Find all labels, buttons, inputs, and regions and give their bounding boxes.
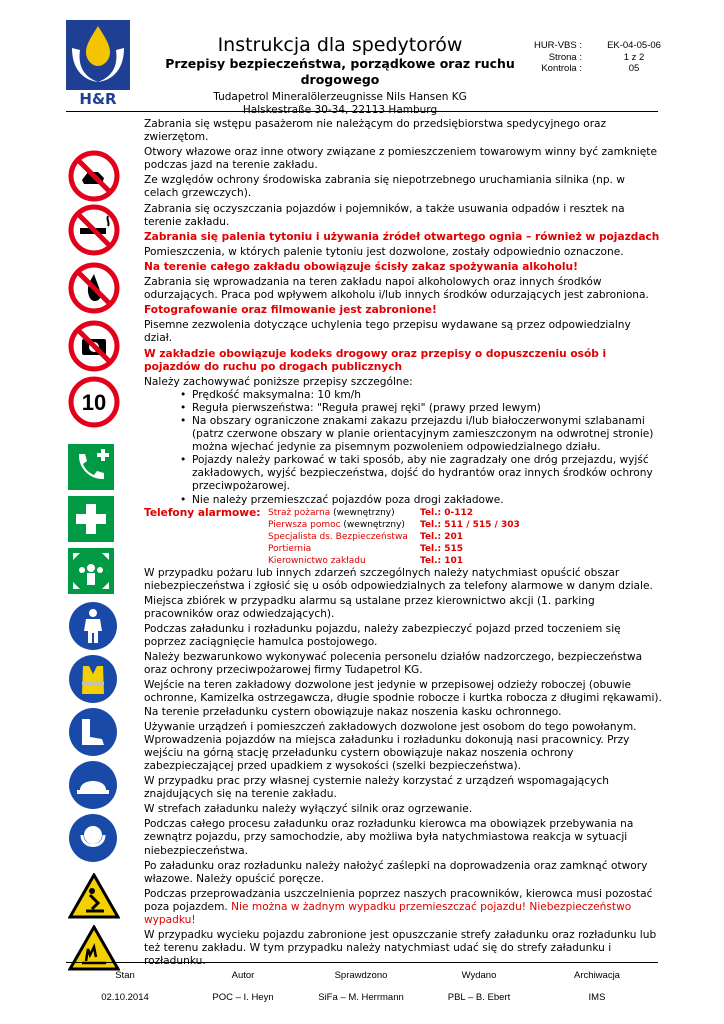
emergency-phones-label: Telefony alarmowe: xyxy=(144,506,261,519)
safety-sign-column xyxy=(68,150,122,971)
special-rules-list xyxy=(144,389,662,507)
paragraph: W przypadku prac przy własnej cysternie należy korzystać z urządzeń wspomagających znajdujących się na terenie zakładu. xyxy=(144,775,609,801)
footer-value-issued: PBL – B. Ebert xyxy=(447,992,511,1003)
face-protection-icon xyxy=(68,813,118,863)
paragraph: Ze względów ochrony środowiska zabrania się niepotrzebnego uruchamiania silnika (np. w celach grzewczych). xyxy=(144,174,625,200)
document-title-block xyxy=(150,34,530,117)
first-aid-icon xyxy=(68,496,114,542)
document-title: Instrukcja dla spedytorów xyxy=(217,34,463,56)
paragraph: Zabrania się oczyszczania pojazdów i pojemników, a także usuwania odpadów i resztek na terenie zakładu. xyxy=(144,202,625,228)
phone-name: Kierownictwo zakładu xyxy=(268,555,366,566)
paragraph: Używanie urządzeń i pomieszczeń zakładowych dozwolone jest osobom do tego powołanym. Wprowadzenia pojazdów na miejsca załadunku i rozładunku dokonują nasi pracownicy. Przy wejściu na górną stację przeładunku cystern obowiązuje nakaz noszenia ochrony zabezpieczającej przed upadkiem z wysokości (szelki bezpieczeństwa). xyxy=(144,720,637,772)
phone-row xyxy=(268,507,520,519)
paragraph: Podczas załadunku i rozładunku pojazdu, należy zabezpieczyć pojazd przed toczeniem się poprzez zaciągnięcie hamulca postojowego. xyxy=(144,623,621,649)
phone-row xyxy=(268,519,520,531)
footer-value-archive: IMS xyxy=(588,992,606,1003)
logo-text: H&R xyxy=(79,90,117,108)
protective-clothing-icon xyxy=(68,601,118,651)
paragraph: W przypadku pożaru lub innych zdarzeń szczególnych należy natychmiast opuścić obszar niebezpieczeństwa i zgłosić się u osób odpowiedzialnych za telefony alarmowe w danym dziale. xyxy=(144,566,653,592)
meta-key: HUR-VBS : xyxy=(533,40,582,51)
no-smoking-icon xyxy=(68,204,120,256)
phone-number: Tel.: 101 xyxy=(420,555,464,566)
emergency-phones xyxy=(144,507,662,567)
meta-key: Strona : xyxy=(548,51,582,63)
phone-name: Straż pożarna xyxy=(268,507,331,518)
footer-header-checked: Sprawdzono xyxy=(334,970,388,981)
paragraph: Otwory włazowe oraz inne otwory związane z pomieszczeniem towarowym winny być zamknięte podczas jazd na terenie zakładu. xyxy=(144,146,657,172)
emergency-phone-icon xyxy=(68,444,114,490)
document-meta xyxy=(526,40,696,75)
paragraph: Po załadunku oraz rozładunku należy nałożyć zaślepki na doprowadzenia oraz zamknąć otwory włazowe. Należy opuścić poręcze. xyxy=(144,859,648,885)
footer-header-author: Autor xyxy=(231,970,255,981)
warning-heading: Na terenie całego zakładu obowiązuje ścisły zakaz spożywania alkoholu! xyxy=(144,260,578,273)
list-item: • Reguła pierwszeństwa: "Reguła prawej ręki" (prawy przed lewym) xyxy=(184,402,662,415)
phone-name: Pierwsza pomoc xyxy=(268,519,341,530)
paragraph: Wejście na teren zakładowy dozwolone jest jedynie w przepisowej odzieży roboczej (obuwie ochronne, Kamizelka ostrzegawcza, długie spodnie robocze i kurtka robocza z długimi rękawami). Na terenie przeładunku cystern obowiązuje nakaz noszenia kasku ochronnego. xyxy=(144,679,662,718)
meta-key: Kontrola : xyxy=(541,63,582,74)
helmet-icon xyxy=(68,760,118,810)
header-divider xyxy=(66,111,658,112)
phone-note: (wewnętrzny) xyxy=(330,507,395,518)
no-entry-animals-icon xyxy=(68,150,120,202)
paragraph: Należy bezwarunkowo wykonywać polecenia personelu działów nadzorczego, bezpieczeństwa oraz ochrony przeciwpożarowej firmy Tudapetrol KG. xyxy=(144,651,643,677)
paragraph: Należy zachowywać poniższe przepisy szczególne: xyxy=(144,375,413,388)
company-address: Halskestraße 30-34, 22113 Hamburg xyxy=(242,104,438,116)
company-name: Tudapetrol Mineralölerzeugnisse Nils Hansen KG xyxy=(213,91,467,103)
paragraph-text: Podczas przeprowadzania uszczelnienia poprzez naszych pracowników, kierowca musi pozostać poza pojazdem. xyxy=(144,887,653,913)
warning-heading: W zakładzie obowiązuje kodeks drogowy oraz przepisy o dopuszczeniu osób i pojazdów do ruchu po drogach publicznych xyxy=(144,347,607,373)
meta-value: EK-04-05-06 xyxy=(607,40,661,51)
paragraph: Zabrania się wstępu pasażerom nie należącym do przedsiębiorstwa spedycyjnego oraz zwierzętom. xyxy=(144,118,607,144)
instructions-body xyxy=(144,118,662,970)
phone-row xyxy=(268,555,520,567)
paragraph: Pomieszczenia, w których palenie tytoniu jest dozwolone, zostały odpowiednio oznaczone. xyxy=(144,245,624,258)
speed-limit-value: 10 xyxy=(81,390,107,415)
phone-number: Tel.: 201 xyxy=(420,531,464,542)
document-subtitle: Przepisy bezpieczeństwa, porządkowe oraz ruchu drogowego xyxy=(165,56,515,87)
speed-limit-10-icon xyxy=(68,376,120,428)
safety-vest-icon xyxy=(68,654,118,704)
meta-value: 05 xyxy=(628,63,640,74)
phone-row xyxy=(268,543,520,555)
phone-name: Specjalista ds. Bezpieczeństwa xyxy=(268,531,408,542)
list-item: • Na obszary ograniczone znakami zakazu przejazdu i/lub białoczerwonymi szlabanami (patrz czerwone obszary w planie orientacyjnym zamieszczonym na odwrotnej stronie) można wjechać jedynie za pisemnym pozwoleniem odpowiedzialnego działu. xyxy=(184,415,662,454)
paragraph: Zabrania się wprowadzania na teren zakładu napoi alkoholowych oraz innych środków odurzających. Praca pod wpływem alkoholu i/lub innych środków odurzających jest zabroniona. xyxy=(144,276,649,302)
meta-value: 1 z 2 xyxy=(623,51,645,63)
paragraph: Pisemne zezwolenia dotyczące uchylenia tego przepisu wydawane są przez odpowiedzialny dział. xyxy=(144,319,631,345)
footer-header-status: Stan xyxy=(115,970,135,981)
environment-hazard-icon xyxy=(68,925,120,971)
company-logo xyxy=(66,20,130,108)
phone-number: Tel.: 515 xyxy=(420,543,464,554)
document-footer xyxy=(66,970,658,1003)
paragraph: W przypadku wycieku pojazdu zabronione jest opuszczanie strefy załadunku oraz rozładunku lub też terenu zakładu. W tym przypadku należy natychmiast udać się do strefy załadunku i rozładunku. xyxy=(144,929,657,968)
slippery-warning-icon xyxy=(68,873,120,919)
phone-note: (wewnętrzny) xyxy=(340,519,405,530)
phone-number: Tel.: 511 / 515 / 303 xyxy=(420,519,520,530)
assembly-point-icon xyxy=(68,548,114,594)
paragraph: Miejsca zbiórek w przypadku alarmu są ustalane przez kierownictwo akcji (1. parking pracowników oraz odwiedzających). xyxy=(144,594,595,620)
no-fire-icon xyxy=(68,262,120,314)
warning-heading: Zabrania się palenia tytoniu i używania źródeł otwartego ognia – również w pojazdach xyxy=(144,230,660,243)
list-item: • Prędkość maksymalna: 10 km/h xyxy=(184,389,662,402)
accident-warning: Nie można w żadnym wypadku przemieszczać pojazdu! Niebezpieczeństwo wypadku! xyxy=(144,900,632,926)
footer-divider xyxy=(66,962,658,963)
footer-value-author: POC – I. Heyn xyxy=(212,992,274,1003)
footer-header-issued: Wydano xyxy=(461,970,497,981)
phone-name: Portiernia xyxy=(268,543,312,554)
paragraph: Podczas całego procesu załadunku oraz rozładunku kierowca ma obowiązek przebywania na zewnątrz pojazdu, przy samochodzie, aby możliwa była natychmiastowa reakcja w sytuacji niebezpieczeństwa. xyxy=(144,818,634,857)
footer-value-status: 02.10.2014 xyxy=(101,992,149,1003)
phone-number: Tel.: 0-112 xyxy=(420,507,474,518)
phone-row xyxy=(268,531,520,543)
footer-header-archive: Archiwacja xyxy=(574,970,620,981)
no-camera-icon xyxy=(68,320,120,372)
safety-boots-icon xyxy=(68,707,118,757)
list-item: • Nie należy przemieszczać pojazdów poza drogi zakładowe. xyxy=(184,494,662,507)
warning-heading: Fotografowanie oraz filmowanie jest zabronione! xyxy=(144,304,437,317)
paragraph xyxy=(144,888,662,927)
paragraph: W strefach załadunku należy wyłączyć silnik oraz ogrzewanie. xyxy=(144,803,473,816)
list-item: • Pojazdy należy parkować w taki sposób, aby nie zagradzały one dróg przejazdu, wyjść zakładowych, wyjść bezpieczeństwa, dojść do hydrantów oraz innych środków ochrony przeciwpożarowej. xyxy=(184,454,662,493)
footer-value-checked: SiFa – M. Herrmann xyxy=(318,992,404,1003)
